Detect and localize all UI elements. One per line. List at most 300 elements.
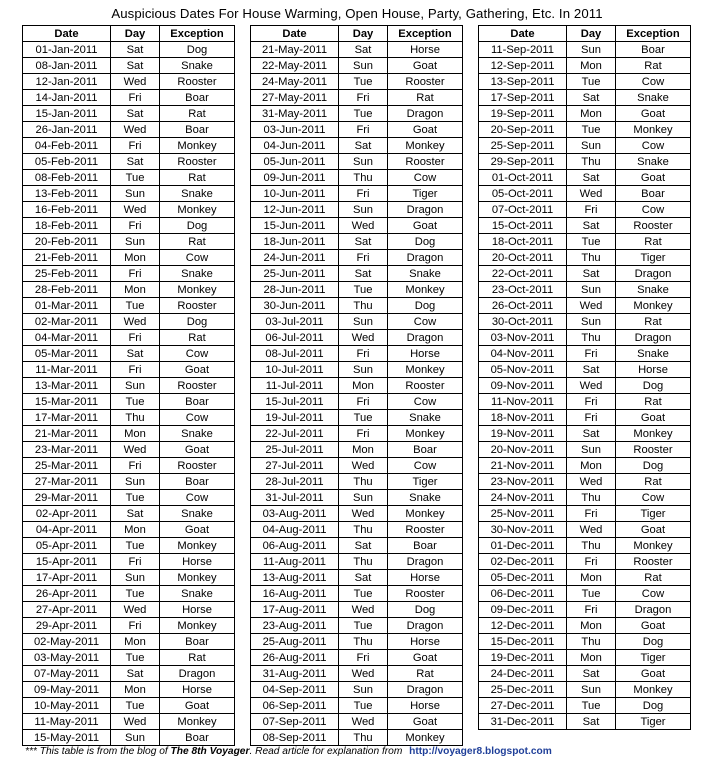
day-cell: Fri xyxy=(339,122,388,138)
table-row xyxy=(23,730,235,746)
day-cell: Tue xyxy=(339,618,388,634)
exception-cell: Rooster xyxy=(160,378,235,394)
date-cell: 04-Jun-2011 xyxy=(251,138,339,154)
exception-cell: Goat xyxy=(388,122,463,138)
date-cell: 22-Jul-2011 xyxy=(251,426,339,442)
table-row xyxy=(23,602,235,618)
table-row xyxy=(23,442,235,458)
table-row xyxy=(479,298,691,314)
table-row xyxy=(479,410,691,426)
table-row xyxy=(251,122,463,138)
day-cell: Sun xyxy=(567,282,616,298)
date-cell: 06-Jul-2011 xyxy=(251,330,339,346)
day-cell: Thu xyxy=(567,490,616,506)
table-row xyxy=(251,298,463,314)
day-cell: Tue xyxy=(339,106,388,122)
exception-cell: Rooster xyxy=(388,586,463,602)
exception-cell: Monkey xyxy=(388,362,463,378)
date-cell: 12-Dec-2011 xyxy=(479,618,567,634)
table-row xyxy=(23,714,235,730)
table-row xyxy=(479,154,691,170)
day-cell: Sun xyxy=(567,682,616,698)
date-cell: 25-Mar-2011 xyxy=(23,458,111,474)
date-cell: 01-Jan-2011 xyxy=(23,42,111,58)
date-cell: 08-Feb-2011 xyxy=(23,170,111,186)
day-cell: Mon xyxy=(567,570,616,586)
table-row xyxy=(23,330,235,346)
table-row xyxy=(479,522,691,538)
date-cell: 02-May-2011 xyxy=(23,634,111,650)
table-row xyxy=(251,730,463,746)
date-cell: 30-Nov-2011 xyxy=(479,522,567,538)
exception-cell: Rat xyxy=(616,314,691,330)
date-cell: 13-Aug-2011 xyxy=(251,570,339,586)
day-cell: Wed xyxy=(111,602,160,618)
table-row xyxy=(479,698,691,714)
day-cell: Tue xyxy=(111,650,160,666)
date-header: Date xyxy=(23,26,111,42)
exception-cell: Dragon xyxy=(160,666,235,682)
day-cell: Fri xyxy=(339,650,388,666)
day-cell: Wed xyxy=(567,522,616,538)
day-cell: Fri xyxy=(111,618,160,634)
day-cell: Fri xyxy=(111,138,160,154)
day-cell: Tue xyxy=(111,538,160,554)
exception-cell: Boar xyxy=(160,122,235,138)
exception-cell: Rooster xyxy=(160,74,235,90)
exception-cell: Monkey xyxy=(160,618,235,634)
day-cell: Sat xyxy=(111,154,160,170)
day-header: Day xyxy=(567,26,616,42)
date-cell: 21-May-2011 xyxy=(251,42,339,58)
table-row xyxy=(479,218,691,234)
date-cell: 25-Nov-2011 xyxy=(479,506,567,522)
exception-cell: Monkey xyxy=(160,202,235,218)
table-row xyxy=(23,474,235,490)
exception-cell: Rooster xyxy=(388,154,463,170)
exception-cell: Monkey xyxy=(160,138,235,154)
table-row xyxy=(251,202,463,218)
exception-cell: Goat xyxy=(388,58,463,74)
table-row xyxy=(23,618,235,634)
day-cell: Sun xyxy=(339,58,388,74)
table-row xyxy=(251,490,463,506)
day-cell: Tue xyxy=(111,394,160,410)
footer-url-link[interactable]: http://voyager8.blogspot.com xyxy=(409,746,552,757)
table-row xyxy=(251,346,463,362)
day-cell: Wed xyxy=(339,666,388,682)
exception-cell: Snake xyxy=(160,58,235,74)
exception-cell: Rat xyxy=(616,234,691,250)
table-row xyxy=(23,106,235,122)
day-cell: Tue xyxy=(339,586,388,602)
table-row xyxy=(23,250,235,266)
date-cell: 26-Aug-2011 xyxy=(251,650,339,666)
date-cell: 11-May-2011 xyxy=(23,714,111,730)
date-cell: 31-Dec-2011 xyxy=(479,714,567,730)
day-cell: Thu xyxy=(567,154,616,170)
table-row xyxy=(479,586,691,602)
table-row xyxy=(479,122,691,138)
date-cell: 15-Mar-2011 xyxy=(23,394,111,410)
table-row xyxy=(479,234,691,250)
day-cell: Tue xyxy=(111,490,160,506)
table-row xyxy=(23,154,235,170)
exception-cell: Dragon xyxy=(388,202,463,218)
table-row xyxy=(23,506,235,522)
date-cell: 22-May-2011 xyxy=(251,58,339,74)
exception-cell: Snake xyxy=(160,506,235,522)
date-cell: 08-Sep-2011 xyxy=(251,730,339,746)
table-row xyxy=(23,538,235,554)
date-cell: 21-Feb-2011 xyxy=(23,250,111,266)
table-row xyxy=(479,90,691,106)
day-cell: Sat xyxy=(339,42,388,58)
date-cell: 20-Sep-2011 xyxy=(479,122,567,138)
table-row xyxy=(479,330,691,346)
day-cell: Fri xyxy=(567,554,616,570)
table-row xyxy=(23,346,235,362)
date-cell: 03-Nov-2011 xyxy=(479,330,567,346)
exception-cell: Dragon xyxy=(616,330,691,346)
day-cell: Mon xyxy=(567,618,616,634)
table-row xyxy=(479,250,691,266)
table-row xyxy=(23,458,235,474)
day-cell: Fri xyxy=(339,90,388,106)
exception-cell: Boar xyxy=(160,474,235,490)
exception-cell: Cow xyxy=(160,490,235,506)
table-header-row xyxy=(23,26,235,42)
date-cell: 17-Mar-2011 xyxy=(23,410,111,426)
day-cell: Tue xyxy=(567,234,616,250)
table-row xyxy=(251,634,463,650)
day-cell: Fri xyxy=(111,362,160,378)
exception-cell: Monkey xyxy=(388,138,463,154)
table-row xyxy=(251,330,463,346)
exception-cell: Dog xyxy=(616,698,691,714)
exception-cell: Horse xyxy=(160,602,235,618)
date-cell: 27-Dec-2011 xyxy=(479,698,567,714)
date-cell: 02-Apr-2011 xyxy=(23,506,111,522)
table-row xyxy=(479,42,691,58)
table-row xyxy=(23,554,235,570)
table-row xyxy=(251,42,463,58)
table-row xyxy=(479,634,691,650)
exception-cell: Rooster xyxy=(388,74,463,90)
date-cell: 04-Sep-2011 xyxy=(251,682,339,698)
exception-cell: Rooster xyxy=(160,154,235,170)
table-row xyxy=(479,666,691,682)
table-row xyxy=(23,282,235,298)
table-row xyxy=(479,458,691,474)
exception-cell: Snake xyxy=(160,266,235,282)
day-cell: Sat xyxy=(567,218,616,234)
day-cell: Sat xyxy=(567,170,616,186)
table-row xyxy=(251,442,463,458)
exception-cell: Dog xyxy=(616,458,691,474)
day-cell: Sun xyxy=(567,138,616,154)
table-row xyxy=(479,394,691,410)
date-cell: 05-Nov-2011 xyxy=(479,362,567,378)
footer-blog-name: The 8th Voyager xyxy=(170,746,250,757)
table-row xyxy=(251,394,463,410)
exception-cell: Snake xyxy=(616,346,691,362)
table-row xyxy=(23,58,235,74)
date-cell: 24-Jun-2011 xyxy=(251,250,339,266)
table-row xyxy=(251,666,463,682)
date-cell: 09-Jun-2011 xyxy=(251,170,339,186)
day-cell: Wed xyxy=(567,378,616,394)
exception-cell: Monkey xyxy=(160,282,235,298)
date-cell: 27-Mar-2011 xyxy=(23,474,111,490)
date-cell: 23-Oct-2011 xyxy=(479,282,567,298)
exception-cell: Tiger xyxy=(616,650,691,666)
day-cell: Fri xyxy=(567,602,616,618)
day-cell: Sun xyxy=(111,570,160,586)
exception-cell: Boar xyxy=(160,634,235,650)
date-cell: 01-Oct-2011 xyxy=(479,170,567,186)
day-cell: Wed xyxy=(339,506,388,522)
date-cell: 19-Sep-2011 xyxy=(479,106,567,122)
day-cell: Wed xyxy=(111,442,160,458)
table-row xyxy=(251,682,463,698)
date-cell: 10-Jul-2011 xyxy=(251,362,339,378)
day-cell: Sat xyxy=(567,90,616,106)
date-cell: 05-Apr-2011 xyxy=(23,538,111,554)
date-cell: 25-Jun-2011 xyxy=(251,266,339,282)
exception-cell: Snake xyxy=(616,90,691,106)
date-cell: 03-Jul-2011 xyxy=(251,314,339,330)
day-cell: Sat xyxy=(567,714,616,730)
table-row xyxy=(251,618,463,634)
date-cell: 13-Mar-2011 xyxy=(23,378,111,394)
exception-cell: Dog xyxy=(616,634,691,650)
table-row xyxy=(479,266,691,282)
table-row xyxy=(479,682,691,698)
date-cell: 11-Mar-2011 xyxy=(23,362,111,378)
exception-cell: Horse xyxy=(616,362,691,378)
day-cell: Fri xyxy=(111,266,160,282)
date-cell: 08-Jul-2011 xyxy=(251,346,339,362)
date-cell: 27-May-2011 xyxy=(251,90,339,106)
date-cell: 15-Jul-2011 xyxy=(251,394,339,410)
date-cell: 15-Jun-2011 xyxy=(251,218,339,234)
exception-cell: Monkey xyxy=(616,682,691,698)
day-cell: Wed xyxy=(567,186,616,202)
exception-cell: Cow xyxy=(160,410,235,426)
exception-cell: Goat xyxy=(388,650,463,666)
date-cell: 09-May-2011 xyxy=(23,682,111,698)
day-cell: Mon xyxy=(567,650,616,666)
exception-cell: Snake xyxy=(388,266,463,282)
exception-cell: Goat xyxy=(160,362,235,378)
day-cell: Fri xyxy=(111,458,160,474)
date-cell: 18-Oct-2011 xyxy=(479,234,567,250)
exception-cell: Boar xyxy=(160,394,235,410)
table-row xyxy=(479,490,691,506)
footer-prefix: *** This table is from the blog of xyxy=(25,746,168,757)
date-cell: 17-Aug-2011 xyxy=(251,602,339,618)
table-row xyxy=(251,154,463,170)
day-cell: Mon xyxy=(567,58,616,74)
date-cell: 12-Sep-2011 xyxy=(479,58,567,74)
exception-cell: Dragon xyxy=(388,250,463,266)
table-row xyxy=(23,634,235,650)
day-cell: Tue xyxy=(111,170,160,186)
day-cell: Sat xyxy=(111,106,160,122)
exception-cell: Rat xyxy=(388,666,463,682)
exception-cell: Goat xyxy=(616,106,691,122)
day-cell: Wed xyxy=(339,714,388,730)
exception-cell: Monkey xyxy=(616,122,691,138)
exception-cell: Boar xyxy=(616,42,691,58)
date-cell: 17-Apr-2011 xyxy=(23,570,111,586)
date-cell: 16-Feb-2011 xyxy=(23,202,111,218)
date-cell: 10-Jun-2011 xyxy=(251,186,339,202)
date-cell: 15-Dec-2011 xyxy=(479,634,567,650)
date-cell: 05-Oct-2011 xyxy=(479,186,567,202)
day-cell: Fri xyxy=(339,186,388,202)
day-cell: Thu xyxy=(339,522,388,538)
day-cell: Tue xyxy=(339,74,388,90)
exception-cell: Tiger xyxy=(388,186,463,202)
exception-cell: Goat xyxy=(616,410,691,426)
exception-cell: Rat xyxy=(160,170,235,186)
day-cell: Sun xyxy=(111,234,160,250)
table-row xyxy=(479,714,691,730)
day-cell: Sun xyxy=(339,490,388,506)
day-cell: Fri xyxy=(567,394,616,410)
date-cell: 26-Jan-2011 xyxy=(23,122,111,138)
date-cell: 06-Aug-2011 xyxy=(251,538,339,554)
date-cell: 07-Sep-2011 xyxy=(251,714,339,730)
day-cell: Tue xyxy=(567,122,616,138)
day-cell: Fri xyxy=(111,218,160,234)
date-cell: 14-Jan-2011 xyxy=(23,90,111,106)
exception-cell: Monkey xyxy=(616,426,691,442)
exception-cell: Dragon xyxy=(388,618,463,634)
day-cell: Fri xyxy=(567,410,616,426)
day-cell: Sun xyxy=(111,730,160,746)
day-cell: Sun xyxy=(339,682,388,698)
exception-cell: Dragon xyxy=(388,106,463,122)
table-row xyxy=(479,570,691,586)
date-cell: 12-Jun-2011 xyxy=(251,202,339,218)
table-row xyxy=(23,186,235,202)
day-cell: Sun xyxy=(339,202,388,218)
exception-cell: Goat xyxy=(616,170,691,186)
table-row xyxy=(23,666,235,682)
table-row xyxy=(23,170,235,186)
table-row xyxy=(479,538,691,554)
exception-cell: Cow xyxy=(616,138,691,154)
exception-cell: Cow xyxy=(388,170,463,186)
table-row xyxy=(251,250,463,266)
day-cell: Sat xyxy=(339,266,388,282)
day-cell: Mon xyxy=(567,458,616,474)
table-header-row xyxy=(479,26,691,42)
exception-cell: Boar xyxy=(160,90,235,106)
exception-cell: Horse xyxy=(388,570,463,586)
date-cell: 04-Feb-2011 xyxy=(23,138,111,154)
table-row xyxy=(251,650,463,666)
day-cell: Sat xyxy=(339,570,388,586)
date-cell: 23-Mar-2011 xyxy=(23,442,111,458)
day-cell: Sat xyxy=(339,234,388,250)
day-cell: Fri xyxy=(111,554,160,570)
exception-cell: Snake xyxy=(616,154,691,170)
day-cell: Wed xyxy=(111,314,160,330)
dates-table-3 xyxy=(478,25,691,730)
day-cell: Sun xyxy=(111,378,160,394)
day-cell: Thu xyxy=(339,730,388,746)
table-row xyxy=(479,170,691,186)
table-row xyxy=(479,314,691,330)
exception-cell: Rat xyxy=(616,58,691,74)
exception-cell: Snake xyxy=(616,282,691,298)
date-cell: 15-Oct-2011 xyxy=(479,218,567,234)
date-cell: 04-Aug-2011 xyxy=(251,522,339,538)
table-row xyxy=(251,426,463,442)
date-cell: 18-Feb-2011 xyxy=(23,218,111,234)
table-row xyxy=(251,522,463,538)
table-row xyxy=(23,42,235,58)
date-cell: 31-Jul-2011 xyxy=(251,490,339,506)
day-cell: Wed xyxy=(111,714,160,730)
day-cell: Thu xyxy=(111,410,160,426)
exception-cell: Tiger xyxy=(616,506,691,522)
day-cell: Wed xyxy=(339,330,388,346)
day-cell: Wed xyxy=(111,122,160,138)
exception-cell: Monkey xyxy=(616,298,691,314)
exception-cell: Rat xyxy=(160,106,235,122)
date-cell: 25-Dec-2011 xyxy=(479,682,567,698)
table-row xyxy=(251,58,463,74)
day-cell: Sun xyxy=(567,314,616,330)
table-row xyxy=(251,170,463,186)
exception-header: Exception xyxy=(616,26,691,42)
table-row xyxy=(479,378,691,394)
day-cell: Thu xyxy=(567,330,616,346)
exception-cell: Dog xyxy=(616,378,691,394)
table-row xyxy=(251,362,463,378)
exception-cell: Cow xyxy=(616,490,691,506)
exception-cell: Rooster xyxy=(388,522,463,538)
day-cell: Mon xyxy=(111,682,160,698)
day-cell: Thu xyxy=(339,170,388,186)
footer-middle: . Read article for explanation from xyxy=(249,746,403,757)
exception-cell: Dragon xyxy=(616,266,691,282)
date-cell: 05-Dec-2011 xyxy=(479,570,567,586)
date-cell: 21-Nov-2011 xyxy=(479,458,567,474)
date-cell: 02-Dec-2011 xyxy=(479,554,567,570)
exception-cell: Cow xyxy=(616,202,691,218)
table-row xyxy=(479,426,691,442)
date-cell: 29-Mar-2011 xyxy=(23,490,111,506)
day-cell: Sat xyxy=(567,266,616,282)
table-row xyxy=(479,106,691,122)
exception-cell: Goat xyxy=(160,698,235,714)
date-cell: 18-Nov-2011 xyxy=(479,410,567,426)
table-row xyxy=(479,186,691,202)
table-row xyxy=(479,506,691,522)
day-cell: Sun xyxy=(339,362,388,378)
day-cell: Fri xyxy=(111,330,160,346)
exception-cell: Rat xyxy=(388,90,463,106)
day-cell: Mon xyxy=(339,442,388,458)
table-row xyxy=(23,698,235,714)
exception-cell: Dog xyxy=(160,218,235,234)
